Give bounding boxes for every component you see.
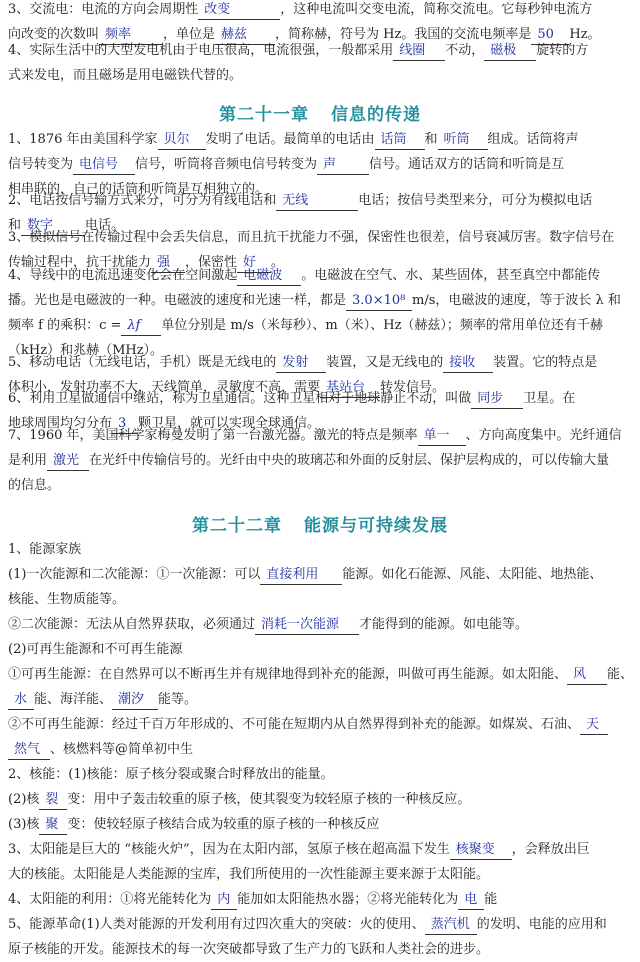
paragraph-generator: 4、实际生活中的大型发电机由于电压很高，电流很强，一般都采用 线圈 不动， 磁极 旋转的方 式来发电，而且磁场是用电磁铁代替的。 <box>8 43 589 83</box>
blank: 无线 <box>276 192 358 211</box>
blank: 蒸汽机 <box>425 916 477 935</box>
blank: 数字 <box>21 217 85 236</box>
blank: 聚 <box>39 816 67 835</box>
chapter-21-title: 第二十一章 信息的传递 <box>219 105 421 125</box>
blank: 3 <box>112 415 138 434</box>
blank: 强 <box>151 254 185 273</box>
chapter-22-title: 第二十二章 能源与可持续发展 <box>192 516 448 536</box>
paragraph-laser: 7、1960 年，美国科学家梅曼发明了第一台激光器。激光的特点是频率 单一 、方向高度集中。光纤通信 是利用 激光 在光纤中传输信号的。光纤由中央的玻璃芯和外面的反射层、保护层构成的，可以传输大量 的信息。 <box>8 428 622 493</box>
blank: 改变 <box>198 1 280 20</box>
blank: 裂 <box>39 791 67 810</box>
blank: 电磁波 <box>237 267 301 286</box>
blank: 单一 <box>418 427 466 446</box>
blank: 声 <box>317 156 369 175</box>
blank: 消耗一次能源 <box>255 616 359 635</box>
blank: 天 <box>580 716 608 735</box>
paragraph-mobile-phone: 5、移动电话（无线电话，手机）既是无线电的 发射 装置，又是无线电的 接收 装置。它的特点是 体积小，发射功率不大，天线简单，灵敏度不高，需要 基站台 转发信号。 <box>8 350 634 400</box>
blank: 直接利用 <box>260 566 342 585</box>
paragraph-telephone: 1、1876 年由美国科学家 贝尔 发明了电话。最简单的电话由 话筒 和 听筒 组成。话筒将声 信号转变为 电信号 信号，听筒将音频电信号转变为 声 信号。通话双方的话筒和听筒是互 相串联的，自己的话筒和听筒是互相独立的。 <box>8 132 579 197</box>
blank: 潮汐 <box>112 691 158 710</box>
blank: 50 <box>531 26 569 45</box>
blank: 同步 <box>471 390 523 409</box>
paragraph-signals: 3、模拟信号在传输过程中会丢失信息，而且抗干扰能力不强，保密性也很差，信号衰减厉害。数字信号在 传输过程中，抗干扰能力 强 ，保密性 好 。 <box>8 225 634 275</box>
paragraph-em-waves: 4、导线中的电流迅速变化会在空间激起 电磁波 。电磁波在空气、水、某些固体，甚至真空中都能传 播。光也是电磁波的一种。电磁波的速度和光速一样，都是 3.0×10⁸ m/s，电磁波的速度，等于波长 λ 和 频率 f 的乘积：c = λf 单位分别是 m/s（米每秒）、m（米）、Hz（赫兹）；频率的常用单位还有千赫 （kHz）和兆赫（MHz）。 <box>8 268 621 358</box>
paragraph-satellite: 6、利用卫星做通信中继站，称为卫星通信。这种卫星相对于地球静止不动，叫做 同步 卫星。在 地球周围均匀分布 3 颗卫星，就可以实现全球通信。 <box>8 386 634 436</box>
blank: 听筒 <box>438 131 488 150</box>
paragraph-phone-types: 2、电话按信号输方式来分，可分为有线电话和 无线 电话；按信号类型来分，可分为模拟电话 和 数字 电话。 <box>8 188 634 238</box>
blank: 核聚变 <box>450 841 512 860</box>
blank: 电信号 <box>73 156 135 175</box>
blank: 然气 <box>8 741 50 760</box>
paragraph-ac-current: 3、交流电：电流的方向会周期性 改变 ，这种电流叫交变电流，简称交流电。它每秒钟电流方 向改变的次数叫 频率 ，单位是 赫兹 ，简称赫，符号为 Hz。我国的交流电频率是 50 Hz。 <box>8 0 634 47</box>
blank: 接收 <box>443 354 493 373</box>
blank: 风 <box>567 666 607 685</box>
blank: 频率 <box>99 26 163 45</box>
blank: 内 <box>211 891 237 910</box>
blank: 基站台 <box>320 379 380 398</box>
blank: 水 <box>8 691 34 710</box>
blank: 线圈 <box>393 42 445 61</box>
blank: 磁极 <box>484 42 536 61</box>
blank: 发射 <box>276 354 326 373</box>
blank: 赫兹 <box>215 26 275 45</box>
blank: 3.0×10⁸ <box>346 292 412 311</box>
blank: 话筒 <box>375 131 425 150</box>
blank: 贝尔 <box>158 131 206 150</box>
blank: λf <box>121 317 161 336</box>
blank: 电 <box>458 891 484 910</box>
paragraph-energy: 1、能源家族 (1)一次能源和二次能源：①一次能源：可以 直接利用 能源。如化石能源、风能、太阳能、地热能、 核能、生物质能等。 ②二次能源：无法从自然界获取，必须通过 消耗一次能源 才能得到的能源。如电能等。 (2)可再生能源和不可再生能源 ①可再生能源：在自然界可以不断再生并有规律地得到补充的能源，叫做可再生能源。如太阳能、 风 能、 水 能、海洋能、 潮汐 能等。 ②不可再生能源：经过千百万年形成的、不可能在短期内从自然界得到补充的能源。如煤炭、石油、 天 然气 、核燃料等@简单初中生 2、核能：(1)核能：原子核分裂或聚合时释放出的能量。 (2)核 裂 变：用中子轰击较重的原子核，使其裂变为较轻原子核的一种核反应。 (3)核 聚 变：使较轻原子核结合成为较重的原子核的一种核反应 3、太阳能是巨大的 “核能火炉”，因为在太阳内部，氢原子核在超高温下发生 核聚变 ，会释放出巨 大的核能。太阳能是人类能源的宝库，我们所使用的一次性能源主要来源于太阳能。 4、太阳能的利用：①将光能转化为 内 能加如太阳能热水器；②将光能转化为 电 能 5、能源革命(1)人类对能源的开发利用有过四次重大的突破：火的使用、 蒸汽机 的发明、电能的应用和 原子核能的开发。能源技术的每一次突破都导致了生产力的飞跃和人类社会的进步。 <box>8 542 634 957</box>
blank: 好 <box>237 254 271 273</box>
blank: 激光 <box>47 452 89 471</box>
